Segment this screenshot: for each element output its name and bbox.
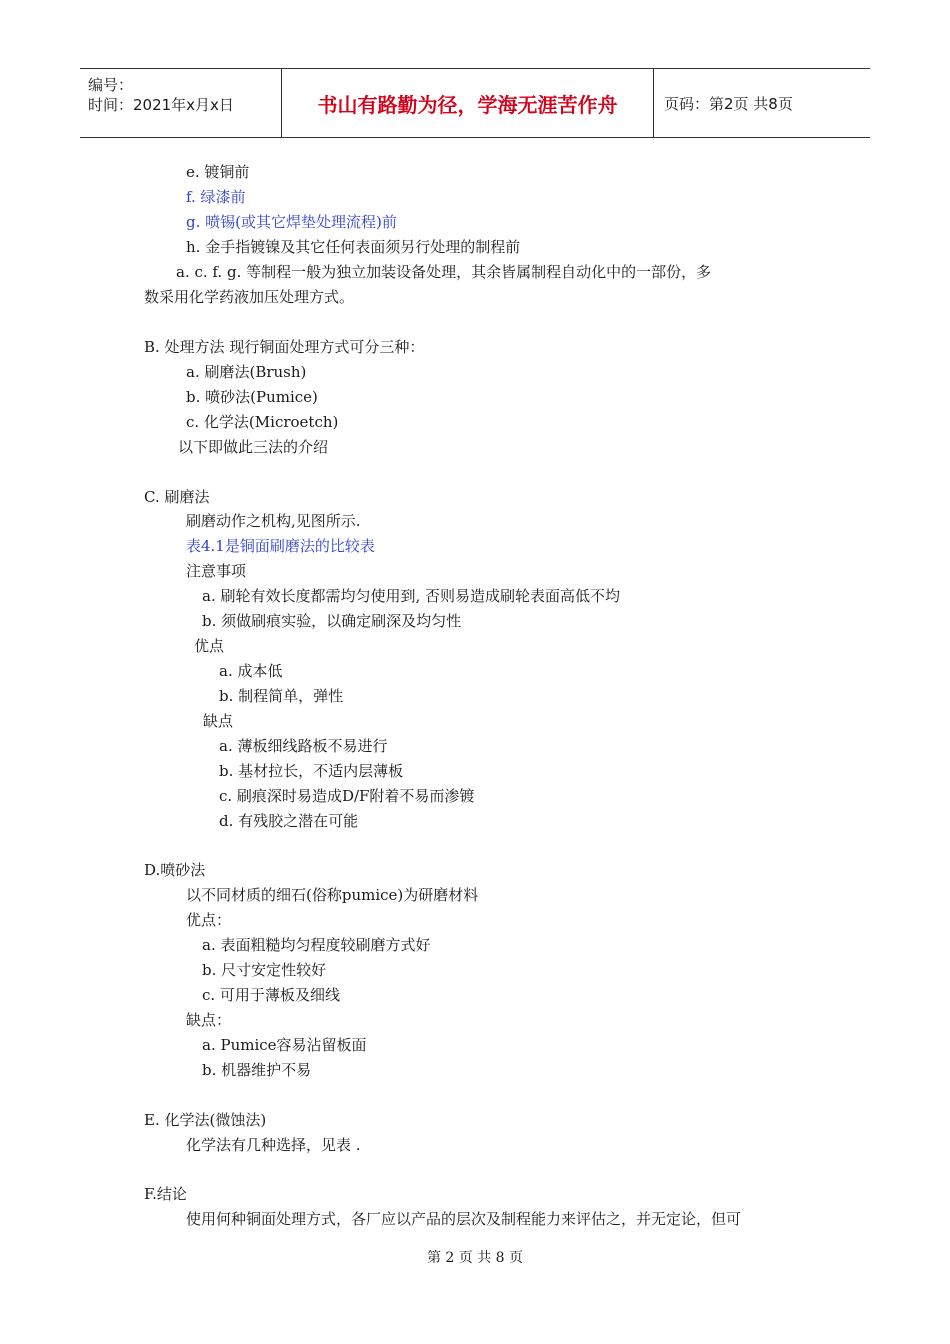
section-heading: B. 处理方法 现行铜面处理方式可分三种： xyxy=(144,338,425,356)
code-label: 编号： xyxy=(88,76,134,94)
subheading: 优点： xyxy=(186,911,232,929)
list-item: a. 表面粗糙均匀程度较刷磨方式好 xyxy=(202,936,431,954)
list-item: b. 喷砂法(Pumice) xyxy=(186,388,318,406)
list-item: b. 须做刷痕实验，以确定刷深及均匀性 xyxy=(202,612,462,630)
list-item: b. 尺寸安定性较好 xyxy=(202,961,327,979)
list-item: a. 成本低 xyxy=(219,662,283,680)
section-heading: E. 化学法(微蚀法) xyxy=(144,1111,267,1129)
list-item: c. 可用于薄板及细线 xyxy=(202,986,340,1004)
list-item: e. 镀铜前 xyxy=(186,163,250,181)
list-item: a. 刷轮有效长度都需均匀使用到, 否则易造成刷轮表面高低不均 xyxy=(202,587,621,605)
paragraph-line: a. c. f. g. 等制程一般为独立加装设备处理，其余皆属制程自动化中的一部份，多 xyxy=(176,263,712,281)
paragraph-line: 刷磨动作之机构,见图所示. xyxy=(186,512,361,530)
list-item: g. 喷锡(或其它焊垫处理流程)前 xyxy=(186,213,397,231)
list-item: a. Pumice容易沾留板面 xyxy=(202,1036,367,1054)
section-heading: C. 刷磨法 xyxy=(144,488,210,506)
paragraph-line: 使用何种铜面处理方式，各厂应以产品的层次及制程能力来评估之，并无定论，但可 xyxy=(186,1210,742,1228)
list-item: d. 有残胶之潜在可能 xyxy=(219,812,359,830)
paragraph-line: 以下即做此三法的介绍 xyxy=(178,438,329,456)
paragraph-line: 数采用化学药液加压处理方式。 xyxy=(144,288,355,306)
paragraph-line: 以不同材质的细石(俗称pumice)为研磨材料 xyxy=(186,886,479,904)
header-meta xyxy=(80,69,282,137)
list-item: b. 制程简单，弹性 xyxy=(219,687,344,705)
list-item: a. 刷磨法(Brush) xyxy=(186,363,307,381)
list-item: c. 化学法(Microetch) xyxy=(186,413,339,431)
date-label: 时间：2021年x月x日 xyxy=(88,96,234,114)
page-header xyxy=(80,68,870,138)
subheading: 优点 xyxy=(194,637,225,655)
header-page-info: 页码：第2页 共8页 xyxy=(664,94,793,113)
list-item: a. 薄板细线路板不易进行 xyxy=(219,737,388,755)
subheading: 缺点 xyxy=(203,712,234,730)
section-heading: D.喷砂法 xyxy=(144,861,206,879)
subheading: 注意事项 xyxy=(186,562,247,580)
header-motto: 书山有路勤为径，学海无涯苦作舟 xyxy=(282,69,654,137)
page-footer: 第 2 页 共 8 页 xyxy=(426,1250,524,1266)
table-reference-link[interactable]: 表4.1是铜面刷磨法的比较表 xyxy=(186,537,375,555)
list-item: b. 机器维护不易 xyxy=(202,1061,312,1079)
list-item: c. 刷痕深时易造成D/F附着不易而渗镀 xyxy=(219,787,475,805)
list-item: b. 基材拉长，不适内层薄板 xyxy=(219,762,404,780)
subheading: 缺点： xyxy=(186,1011,232,1029)
list-item: h. 金手指镀镍及其它任何表面须另行处理的制程前 xyxy=(186,238,521,256)
paragraph-line: 化学法有几种选择，见表 . xyxy=(186,1136,361,1154)
section-heading: F.结论 xyxy=(144,1185,187,1203)
list-item: f. 绿漆前 xyxy=(186,188,246,206)
